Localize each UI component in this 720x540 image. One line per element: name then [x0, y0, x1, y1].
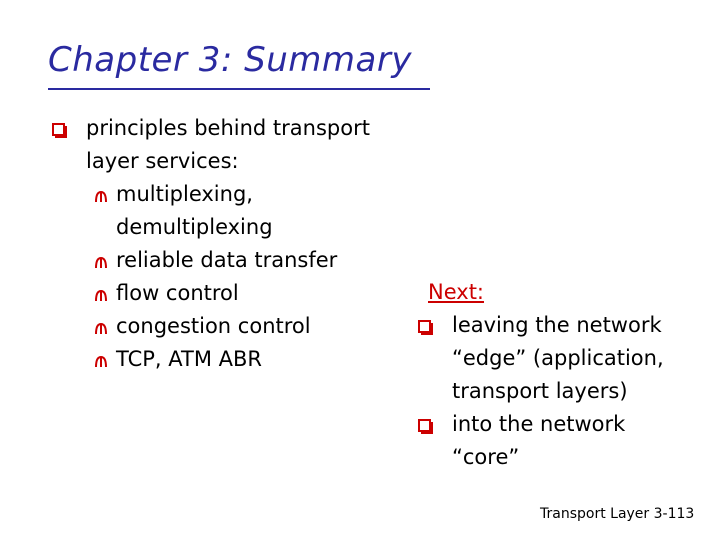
next-heading: Next:: [428, 280, 484, 304]
curl-bullet-icon: [94, 256, 108, 270]
bullet-text: layer services:: [86, 149, 239, 173]
bullet-item-continuation: [418, 342, 708, 375]
bullet-item: [52, 112, 412, 145]
sub-bullet-text: congestion control: [116, 314, 311, 338]
bullet-text: transport layers): [452, 379, 628, 403]
right-next-list: [418, 276, 708, 474]
sub-bullet-text: reliable data transfer: [116, 248, 338, 272]
title-underline: [48, 88, 430, 90]
sub-bullet-item: [52, 277, 412, 310]
bullet-text: principles behind transport: [86, 116, 370, 140]
bullet-item: [418, 309, 708, 342]
bullet-text: into the network: [452, 412, 626, 436]
bullet-text: “core”: [452, 445, 520, 469]
sub-bullet-item: [52, 343, 412, 376]
bullet-item: [418, 408, 708, 441]
bullet-item-continuation: [52, 145, 412, 178]
left-bullet-list: [52, 112, 412, 376]
bullet-item-continuation: [418, 375, 708, 408]
sub-bullet-continuation: [52, 211, 412, 244]
sub-bullet-item: [52, 244, 412, 277]
sub-bullet-item: [52, 178, 412, 211]
sub-bullet-text: multiplexing,: [116, 182, 253, 206]
sub-bullet-text: demultiplexing: [116, 215, 273, 239]
curl-bullet-icon: [94, 289, 108, 303]
curl-bullet-icon: [94, 190, 108, 204]
sub-bullet-text: TCP, ATM ABR: [116, 347, 262, 371]
square-bullet-icon: [418, 419, 431, 432]
curl-bullet-icon: [94, 322, 108, 336]
square-bullet-icon: [418, 320, 431, 333]
slide-footer: Transport Layer 3-113: [540, 506, 695, 522]
sub-bullet-item: [52, 310, 412, 343]
slide-title: Chapter 3: Summary: [48, 40, 412, 80]
square-bullet-icon: [52, 123, 65, 136]
bullet-text: “edge” (application,: [452, 346, 664, 370]
bullet-item-continuation: [418, 441, 708, 474]
curl-bullet-icon: [94, 355, 108, 369]
sub-bullet-text: flow control: [116, 281, 239, 305]
bullet-text: leaving the network: [452, 313, 662, 337]
